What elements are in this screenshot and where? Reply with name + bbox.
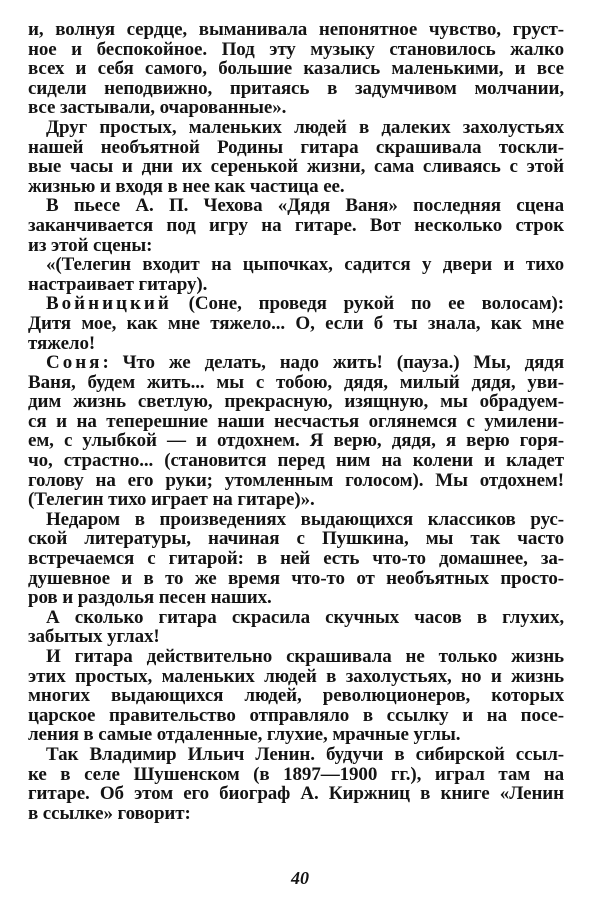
text-line: многих выдающихся людей, революционеров, которых <box>28 685 564 707</box>
text-line: дим жизнь светлую, прекрасную, изящную, мы обрадуем- <box>28 391 564 413</box>
text-line: чо, страстно... (становится перед ним на колени и кладет <box>28 450 564 472</box>
text-line: Так Владимир Ильич Ленин. будучи в сибирской ссыл- <box>46 743 564 765</box>
text-line: встречаемся с гитарой: в ней есть что-то домашнее, за- <box>28 548 564 570</box>
text-line: из этой сцены: <box>28 234 153 256</box>
text-line: забытых углах! <box>28 626 160 648</box>
paragraph-sonya-line <box>28 353 564 510</box>
text-line: и, волнуя сердце, выманивала непонятное чувство, груст- <box>28 19 564 40</box>
text-line: Недаром в произведениях выдающихся классиков рус- <box>46 508 564 530</box>
text-line: душевное и в то же время что-то от необъятных просто- <box>28 567 564 589</box>
text-line: сидели неподвижно, притаясь в задумчивом молчании, <box>28 77 564 99</box>
paragraph-lenin-exile <box>28 745 564 823</box>
paragraph-voynitsky-line <box>28 294 564 353</box>
text-line: «(Телегин входит на цыпочках, садится у двери и тихо <box>46 254 564 276</box>
text-line <box>28 294 564 314</box>
paragraph-revolutionaries <box>28 647 564 745</box>
paragraph-quote-continuation <box>28 20 564 118</box>
text-line: ное и беспокойное. Под эту музыку становилось жалко <box>28 38 564 60</box>
text-line: вые часы и дни их серенькой жизни, сама сливаясь с этой <box>28 156 564 178</box>
paragraph-friend-of-simple-people <box>28 118 564 196</box>
paragraph-russian-classics <box>28 510 564 608</box>
paragraph-stage-direction <box>28 255 564 294</box>
page-number: 40 <box>291 868 309 888</box>
text-line: в ссылке» говорит: <box>28 802 191 824</box>
text-line: Друг простых, маленьких людей в далеких захолустьях <box>46 116 564 138</box>
text-line: гитаре. Об этом его биограф А. Киржниц в книге «Ленин <box>28 783 564 805</box>
speech-text: (Соне, проведя рукой по ее волосам): <box>171 293 564 315</box>
text-line: голову на его руки; утомленным голосом). Мы отдохнем! <box>28 469 564 491</box>
speech-text: : Что же делать, надо жить! (пауза.) Мы, дядя <box>102 352 564 374</box>
text-line: ем, с улыбкой — и отдохнем. Я верю, дядя, я верю горя- <box>28 430 564 452</box>
text-line: все застывали, очарованные». <box>28 97 287 119</box>
book-page-text <box>28 20 564 823</box>
text-line: жизнью и входя в нее как частица ее. <box>28 175 345 197</box>
text-line: тяжело! <box>28 332 96 354</box>
text-line: ления в самые отдаленные, глухие, мрачные углы. <box>28 724 461 746</box>
paragraph-chekhov-play <box>28 196 564 255</box>
text-line: нашей необъятной Родины гитара скрашивала тоскли- <box>28 136 564 158</box>
speaker-name: Соня <box>46 352 103 374</box>
text-line: настраивает гитару). <box>28 273 208 295</box>
text-line: ке в селе Шушенском (в 1897—1900 гг.), играл там на <box>28 763 564 785</box>
text-line: ской литературы, начиная с Пушкина, мы так часто <box>28 528 564 550</box>
text-line: Ваня, будем жить... мы с тобою, дядя, милый дядя, уви- <box>28 371 564 393</box>
text-line: царское правительство отправляло в ссылку и на посе- <box>28 704 564 726</box>
text-line: этих простых, маленьких людей в захолустьях, но и жизнь <box>28 665 564 687</box>
text-line: И гитара действительно скрашивала не только жизнь <box>46 646 564 667</box>
speaker-name: Войницкий <box>46 293 172 315</box>
text-line: В пьесе А. П. Чехова «Дядя Ваня» последняя сцена <box>46 195 564 217</box>
paragraph-boring-hours <box>28 608 564 647</box>
text-line: А сколько гитара скрасила скучных часов в глухих, <box>46 606 564 628</box>
text-line: ся и на теперешние наши несчастья оглянемся с умилени- <box>28 410 564 432</box>
text-line: (Телегин тихо играет на гитаре)». <box>28 489 315 511</box>
text-line: заканчивается под игру на гитаре. Вот несколько строк <box>28 214 564 236</box>
text-line: ров и раздолья песен наших. <box>28 587 272 609</box>
text-line <box>28 353 564 373</box>
text-line: всех и себя самого, большие казались маленькими, и все <box>28 58 564 80</box>
text-line: Дитя мое, как мне тяжело... О, если б ты знала, как мне <box>28 312 564 334</box>
